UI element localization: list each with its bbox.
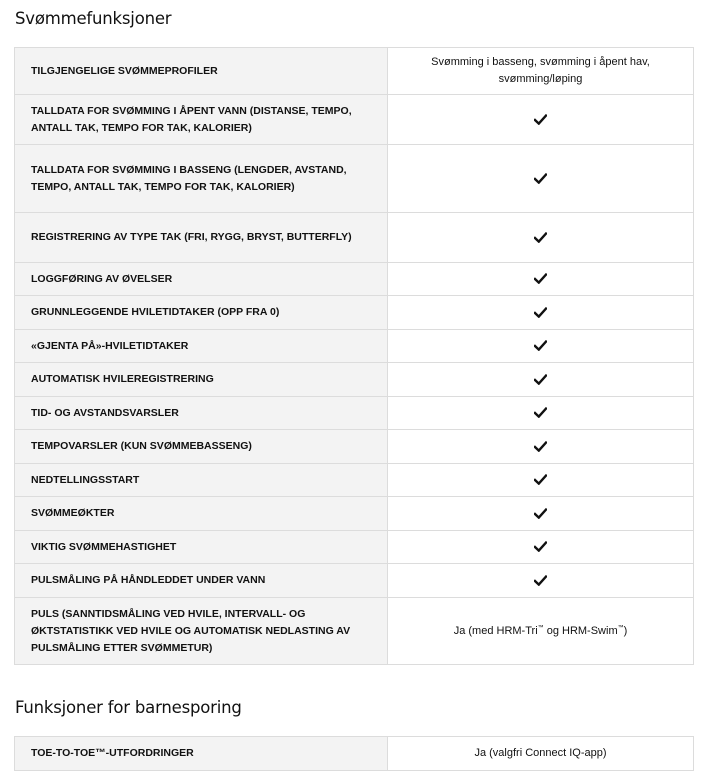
section-title-kids: Funksjoner for barnesporing <box>15 698 242 717</box>
row-label: TOE-TO-TOE™-UTFORDRINGER <box>15 737 388 771</box>
row-value <box>388 430 694 464</box>
table-row <box>15 531 694 564</box>
table-row <box>15 263 694 296</box>
table-row <box>15 430 694 464</box>
trademark-sup: ™ <box>537 624 544 631</box>
trademark-sup: ™ <box>617 624 624 631</box>
row-label: TEMPOVARSLER (KUN SVØMMEBASSENG) <box>15 430 388 464</box>
checkmark-icon <box>534 307 547 318</box>
value-mid: og HRM-Swim <box>543 624 618 637</box>
value-post: ) <box>623 624 628 637</box>
row-label: VIKTIG SVØMMEHASTIGHET <box>15 531 388 564</box>
row-label: PULSMÅLING PÅ HÅNDLEDDET UNDER VANN <box>15 564 388 598</box>
row-value: Svømming i basseng, svømming i åpent hav, svømming/løping <box>388 48 694 95</box>
kids-features-table <box>14 736 694 771</box>
checkmark-icon <box>534 273 547 284</box>
row-value <box>388 397 694 430</box>
checkmark-icon <box>534 541 547 552</box>
table-row <box>15 330 694 363</box>
table-row <box>15 464 694 497</box>
row-label: TALLDATA FOR SVØMMING I BASSENG (LENGDER, AVSTAND, TEMPO, ANTALL TAK, TEMPO FOR TAK, KALORIER) <box>15 145 388 213</box>
row-label: SVØMMEØKTER <box>15 497 388 531</box>
row-value <box>388 263 694 296</box>
checkmark-icon <box>534 508 547 519</box>
table-row <box>15 95 694 145</box>
row-label: PULS (SANNTIDSMÅLING VED HVILE, INTERVALL- OG ØKTSTATISTIKK VED HVILE OG AUTOMATISK NEDLASTING AV PULSMÅLING ETTER SVØMMETUR) <box>15 598 388 665</box>
row-label: AUTOMATISK HVILEREGISTRERING <box>15 363 388 397</box>
row-value <box>388 330 694 363</box>
row-value <box>388 213 694 263</box>
value-pre: Ja (med HRM-Tri <box>453 624 538 637</box>
row-value <box>388 464 694 497</box>
swim-features-table <box>14 47 694 665</box>
row-label: TID- OG AVSTANDSVARSLER <box>15 397 388 430</box>
row-value <box>388 598 694 665</box>
checkmark-icon <box>534 340 547 351</box>
row-value <box>388 95 694 145</box>
checkmark-icon <box>534 173 547 184</box>
table-row <box>15 737 694 771</box>
checkmark-icon <box>534 374 547 385</box>
table-row <box>15 213 694 263</box>
table-row <box>15 363 694 397</box>
row-label: NEDTELLINGSSTART <box>15 464 388 497</box>
checkmark-icon <box>534 441 547 452</box>
checkmark-icon <box>534 575 547 586</box>
table-row <box>15 48 694 95</box>
table-row <box>15 598 694 665</box>
row-value <box>388 145 694 213</box>
table-row <box>15 497 694 531</box>
row-value: Ja (valgfri Connect IQ-app) <box>388 737 694 771</box>
table-row <box>15 397 694 430</box>
row-label: TILGJENGELIGE SVØMMEPROFILER <box>15 48 388 95</box>
table-row <box>15 296 694 330</box>
row-value <box>388 564 694 598</box>
row-label: REGISTRERING AV TYPE TAK (FRI, RYGG, BRYST, BUTTERFLY) <box>15 213 388 263</box>
checkmark-icon <box>534 232 547 243</box>
row-value <box>388 296 694 330</box>
row-value <box>388 531 694 564</box>
row-label: GRUNNLEGGENDE HVILETIDTAKER (OPP FRA 0) <box>15 296 388 330</box>
row-label: «GJENTA PÅ»-HVILETIDTAKER <box>15 330 388 363</box>
checkmark-icon <box>534 114 547 125</box>
section-title-swim: Svømmefunksjoner <box>15 9 172 28</box>
checkmark-icon <box>534 474 547 485</box>
row-value <box>388 363 694 397</box>
table-row <box>15 564 694 598</box>
row-label: LOGGFØRING AV ØVELSER <box>15 263 388 296</box>
table-row <box>15 145 694 213</box>
row-label: TALLDATA FOR SVØMMING I ÅPENT VANN (DISTANSE, TEMPO, ANTALL TAK, TEMPO FOR TAK, KALORIER) <box>15 95 388 145</box>
row-value <box>388 497 694 531</box>
checkmark-icon <box>534 407 547 418</box>
